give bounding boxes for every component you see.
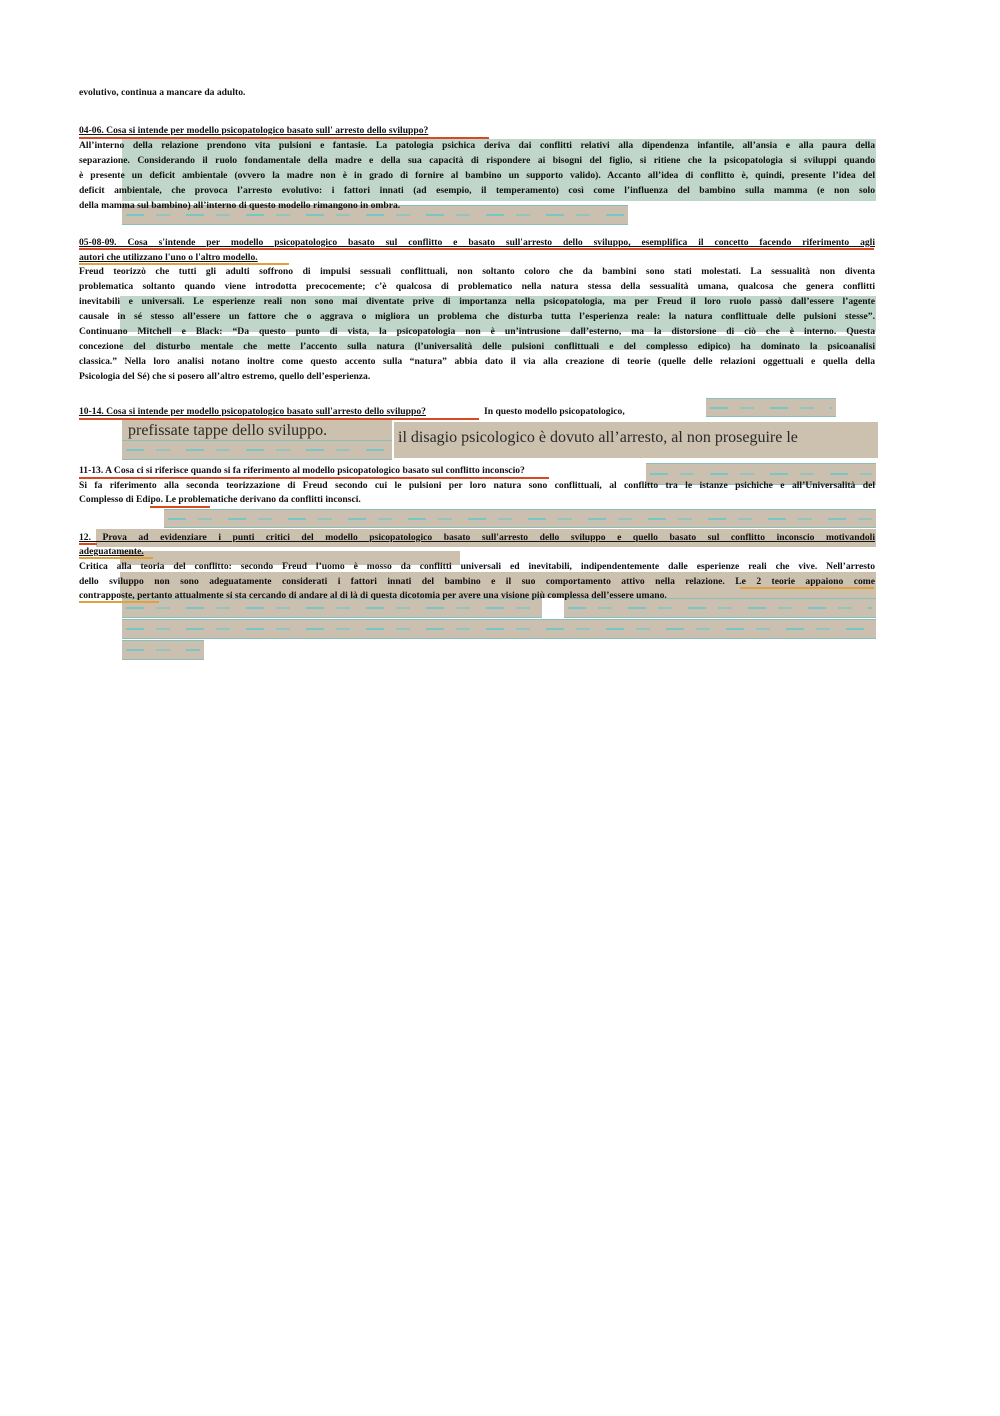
- paragraph-line: causale in sé stesso all’essere un fattore che o aggrava o migliora un problema che disturba tutta l’esperienza reale: la natura conflittuale delle pulsioni stesse”.: [79, 311, 875, 322]
- paragraph-line: In questo modello psicopatologico,: [484, 406, 625, 417]
- paragraph-line: Complesso di Edipo. Le problematiche derivano da conflitti inconsci.: [79, 494, 361, 505]
- question-heading: autori che utilizzano l'uno o l'altro modello.: [79, 252, 258, 263]
- paragraph-line: Critica alla teoria del conflitto: secondo Freud l’uomo è mosso da conflitti universali ed inevitabili, indipendentemente dalle esperienze reali che vive. Nell’arresto: [79, 561, 875, 572]
- paragraph-line: Si fa riferimento alla seconda teorizzazione di Freud secondo cui le pulsioni per loro natura sono conflittuali, al conflitto tra le istanze psichiche e all’Universalità del: [79, 480, 875, 491]
- paragraph-line: classica.” Nella loro analisi notano inoltre come questo accento sulla “natura” abbia dato il via alla creazione di teorie (quelle delle relazioni oggettuali e quella della: [79, 356, 875, 367]
- paragraph-line: Freud teorizzò che tutti gli adulti soffrono di impulsi sessuali conflittuali, non soltanto coloro che da bambini sono stati molestati. La sessualità non diventa: [79, 266, 875, 277]
- annotation-text: prefissate tappe dello sviluppo.: [128, 422, 328, 439]
- annotation-stripe: [122, 640, 204, 660]
- annotation-text: il disagio psicologico è dovuto all’arresto, al non proseguire le: [398, 429, 798, 446]
- paragraph-line: contrapposte, pertanto attualmente si sta cercando di andare al di là di questa dicotomia per avere una visione più complessa dell’essere umano.: [79, 590, 667, 601]
- annotation-stripe: [122, 440, 392, 460]
- paragraph-line: separazione. Considerando il ruolo fondamentale della madre e della sua capacità di rispondere ai bisogni del figlio, si ritiene che la psicopatologia si sviluppi quando: [79, 155, 875, 166]
- paragraph-line: inevitabili e universali. Le esperienze reali non sono mai diventate prive di importanza nella psicopatologia, ma per Freud il loro ruolo passò dall’essere l’agente: [79, 296, 875, 307]
- question-heading: 11-13. A Cosa ci si riferisce quando si fa riferimento al modello psicopatologico basato sul conflitto inconscio?: [79, 465, 525, 476]
- annotation-stripe: [164, 509, 876, 528]
- paragraph-line: Continuano Mitchell e Black: “Da questo punto di vista, la psicopatologia non è un’intrusione dall’esterno, ma la distorsione di ciò che è interno. Questa: [79, 326, 875, 337]
- paragraph-line: deficit ambientale, che provoca l’arresto evolutivo: i fattori innati (ad esempio, il temperamento) così come l’influenza del bambino sulla mamma (e non solo: [79, 185, 875, 196]
- question-heading: adeguatamente.: [79, 546, 144, 557]
- question-heading: 05-08-09. Cosa s'intende per modello psicopatologico basato sul conflitto e basato sull'arresto dello sviluppo, esemplifica il concetto facendo riferimento agli: [79, 237, 875, 248]
- annotation-stripe: [122, 619, 876, 639]
- paragraph-line: della mamma sul bambino) all’interno di questo modello rimangono in ombra.: [79, 200, 401, 211]
- spellcheck-underline: [150, 506, 210, 508]
- paragraph-line: evolutivo, continua a mancare da adulto.: [79, 87, 246, 98]
- question-heading: 10-14. Cosa si intende per modello psicopatologico basato sull'arresto dello sviluppo?: [79, 406, 426, 417]
- paragraph-line: concezione del disturbo mentale che mette l’accento sulla natura (l’universalità delle pulsioni conflittuali e del complesso edipico) ha dominato la psicoanalisi: [79, 341, 875, 352]
- spellcheck-underline: [79, 418, 479, 420]
- paragraph-line: problematica soltanto quando viene introdotta precocemente; c’è qualcosa di problematico nella natura stessa della sessualità umana, qualcosa che genera conflitti: [79, 281, 875, 292]
- question-heading: 04-06. Cosa si intende per modello psicopatologico basato sull' arresto dello sviluppo?: [79, 125, 429, 136]
- paragraph-line: è presente un deficit ambientale (ovvero la madre non è in grado di fornire al bambino un supporto valido). Accanto all’idea di conflitto è, quindi, presente l’idea del: [79, 170, 875, 181]
- paragraph-line: dello sviluppo non sono adeguatamente considerati i fattori innati del bambino e il suo comportamento attivo nella relazione. Le 2 teorie appaiono come: [79, 576, 875, 587]
- annotation-stripe: [706, 398, 836, 417]
- paragraph-line: Psicologia del Sé) che si posero all’altro estremo, quello dell’esperienza.: [79, 371, 371, 382]
- question-heading: 12. Prova ad evidenziare i punti critici del modello psicopatologico basato sull'arresto dello sviluppo e quello basato sul conflitto inconscio motivandoli: [79, 532, 875, 543]
- paragraph-line: All’interno della relazione prendono vita pulsioni e fantasie. La patologia psichica deriva dai conflitti relativi alla dipendenza infantile, all’ansia e alla paura della: [79, 140, 875, 151]
